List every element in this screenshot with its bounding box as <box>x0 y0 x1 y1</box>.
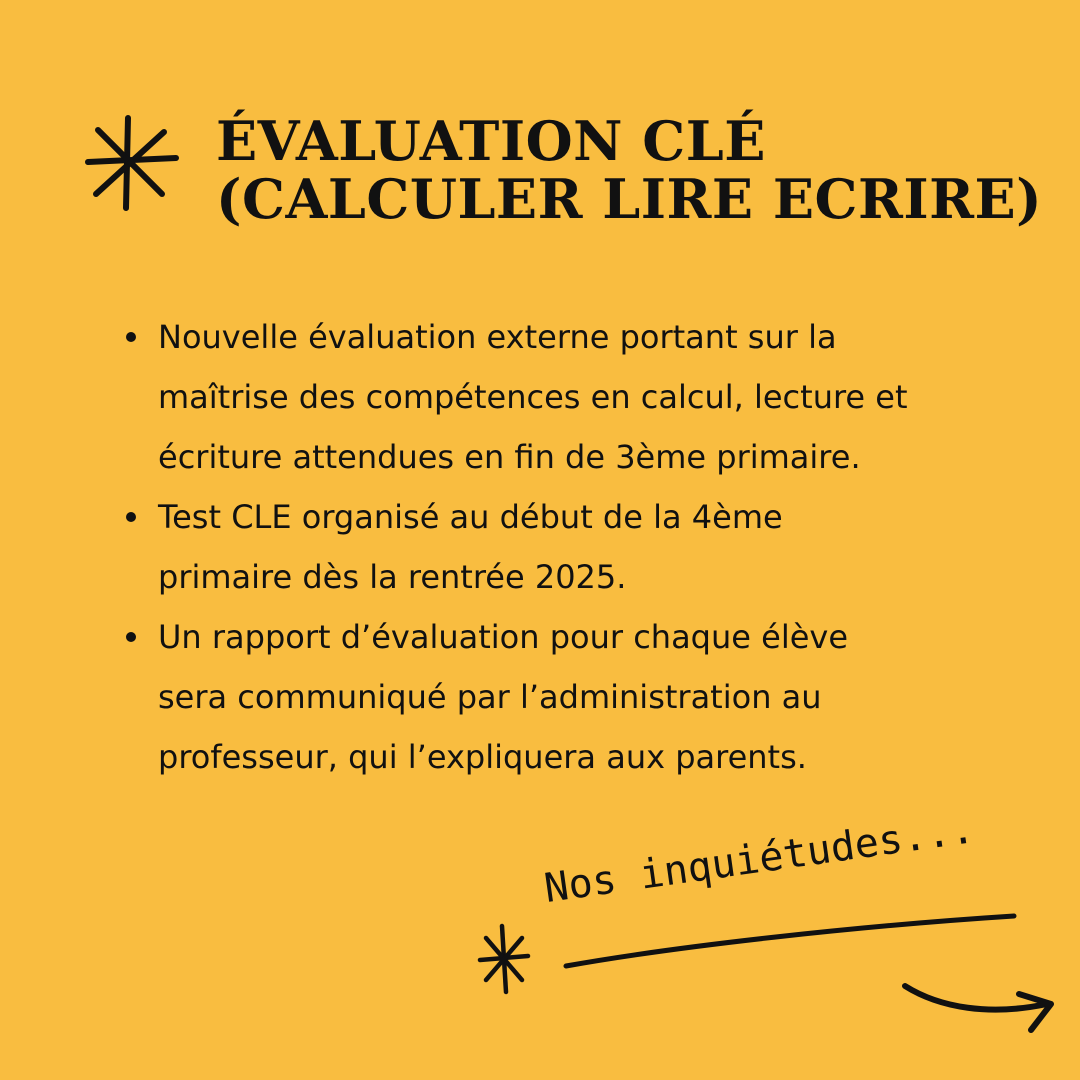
bullet-dot-icon <box>126 332 136 342</box>
title-line: ÉVALUATION CLÉ <box>216 109 766 173</box>
bullet-dot-icon <box>126 512 136 522</box>
bullet-dot-icon <box>126 632 136 642</box>
title-line: (CALCULER LIRE ECRIRE) <box>216 167 1043 231</box>
bullet-text-line: Nouvelle évaluation externe portant sur la <box>158 318 837 356</box>
arrow-right-icon[interactable] <box>895 970 1065 1050</box>
bullet-text-line: Un rapport d’évaluation pour chaque élève <box>158 618 849 656</box>
bullet-text-line: maîtrise des compétences en calcul, lecture et <box>158 378 908 416</box>
bullet-text-line: professeur, qui l’expliquera aux parents. <box>158 738 807 776</box>
bullet-text-line: écriture attendues en fin de 3ème primaire. <box>158 438 861 476</box>
next-section-link[interactable]: Nos inquiétudes... <box>541 806 978 913</box>
bullet-list <box>122 307 1062 787</box>
bullet-text-line: primaire dès la rentrée 2025. <box>158 558 627 596</box>
list-item <box>122 307 1062 487</box>
asterisk-icon <box>80 112 184 216</box>
list-item <box>122 607 1062 787</box>
bullet-text-line: sera communiqué par l’administration au <box>158 678 822 716</box>
asterisk-icon <box>476 920 532 998</box>
page-title <box>216 109 1056 231</box>
list-item <box>122 487 1062 607</box>
bullet-text-line: Test CLE organisé au début de la 4ème <box>158 498 783 536</box>
underline-stroke <box>558 900 1028 980</box>
